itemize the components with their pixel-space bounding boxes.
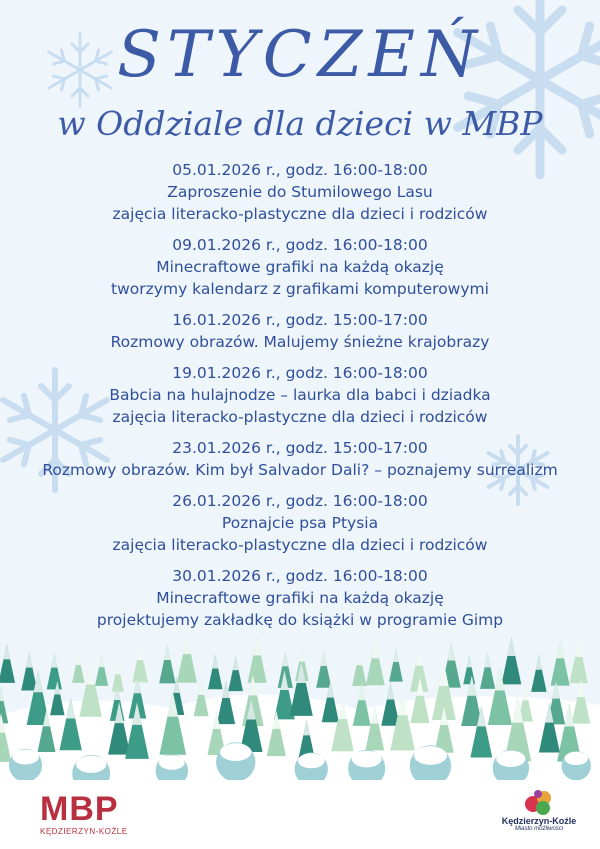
tree-snowcap	[415, 648, 422, 665]
event-item	[0, 309, 600, 353]
tree-snowcap	[164, 644, 171, 660]
city-logo-tagline: Miasto możliwości	[514, 826, 564, 832]
event-date: 05.01.2026 r., godz. 16:00-18:00	[172, 161, 428, 179]
event-title: Minecraftowe grafiki na każdą okazję	[156, 258, 444, 276]
tree-snowcap	[26, 652, 32, 667]
event-item	[0, 490, 600, 556]
event-item	[0, 565, 600, 631]
winter-forest-illustration	[0, 620, 600, 785]
event-date: 30.01.2026 r., godz. 16:00-18:00	[172, 567, 428, 585]
event-date: 16.01.2026 r., godz. 15:00-17:00	[172, 311, 428, 329]
tree-snowcap	[321, 652, 327, 666]
tree-snowcap	[575, 639, 582, 657]
event-item	[0, 234, 600, 300]
tree-snowcap	[233, 656, 239, 670]
tree-snowcap	[387, 682, 394, 699]
event-description: tworzymy kalendarz z grafikami komputerowymi	[111, 280, 489, 298]
bush-snowcap	[159, 755, 185, 770]
tree-snowcap	[372, 641, 380, 659]
bush-snowcap	[414, 746, 447, 765]
tree-snowcap	[536, 655, 542, 670]
kedzierzyn-kozle-logo	[496, 788, 582, 832]
page-subtitle: w Oddziale dla dzieci w MBP	[57, 104, 543, 143]
event-title: Babcia na hulajnodze – laurka dla babci i dziadka	[109, 386, 491, 404]
tree-snowcap	[99, 655, 104, 667]
tree-snowcap	[393, 649, 398, 662]
tree-snowcap	[447, 642, 455, 660]
bush-snowcap	[220, 743, 251, 761]
tree-snowcap	[522, 686, 528, 700]
city-logo-icon	[519, 788, 559, 818]
footer	[0, 780, 600, 849]
bush-snowcap	[352, 751, 382, 768]
bush-snowcap	[496, 751, 525, 767]
event-description: zajęcia literacko-plastyczne dla dzieci i rodziców	[112, 408, 488, 426]
event-date: 19.01.2026 r., godz. 16:00-18:00	[172, 364, 428, 382]
tree-snowcap	[3, 644, 10, 660]
event-date: 26.01.2026 r., godz. 16:00-18:00	[172, 492, 428, 510]
tree-snowcap	[556, 640, 564, 658]
event-title: Minecraftowe grafiki na każdą okazję	[156, 589, 444, 607]
event-description: zajęcia literacko-plastyczne dla dzieci i rodziców	[112, 205, 488, 223]
tree-snowcap	[86, 663, 95, 684]
event-item	[0, 159, 600, 225]
bush-snowcap	[76, 756, 106, 773]
bush-snowcap	[564, 752, 588, 765]
event-item	[0, 362, 600, 428]
tree-snowcap	[356, 651, 362, 665]
bush-snowcap	[298, 753, 325, 768]
event-description: projektujemy zakładkę do książki w programie Gimp	[96, 611, 504, 629]
event-title: Zaproszenie do Stumilowego Lasu	[167, 183, 433, 201]
tree-snowcap	[222, 681, 229, 698]
city-logo-name: Kędzierzyn-Koźle	[501, 816, 577, 826]
event-title: Rozmowy obrazów. Malujemy śnieżne krajobrazy	[110, 333, 490, 351]
mbp-logo-text: MBP	[40, 790, 119, 828]
event-description: zajęcia literacko-plastyczne dla dzieci i rodziców	[112, 536, 488, 554]
tree-snowcap	[299, 649, 304, 662]
event-date: 23.01.2026 r., godz. 15:00-17:00	[172, 439, 428, 457]
tree-snowcap	[282, 652, 288, 666]
bush-snowcap	[12, 750, 39, 765]
page-title: STYCZEŃ	[117, 18, 483, 92]
tree-snowcap	[0, 686, 4, 701]
tree-snowcap	[485, 653, 491, 667]
tree-snowcap	[507, 637, 515, 656]
mbp-logo	[40, 792, 128, 836]
tree-snowcap	[212, 655, 218, 669]
event-title: Poznajcie psa Ptysia	[221, 514, 379, 532]
tree-snowcap	[467, 656, 472, 667]
mbp-logo-subtitle: KĘDZIERZYN-KOŹLE	[40, 827, 128, 836]
tree-snowcap	[51, 653, 57, 667]
event-date: 09.01.2026 r., godz. 16:00-18:00	[172, 236, 428, 254]
tree-snowcap	[76, 653, 81, 665]
tree-snowcap	[115, 663, 120, 675]
tree-snowcap	[198, 681, 204, 695]
event-item	[0, 437, 600, 481]
tree-snowcap	[137, 645, 143, 660]
event-list	[0, 159, 600, 640]
event-title: Rozmowy obrazów. Kim był Salvador Dali? – poznajemy surrealizm	[42, 461, 558, 479]
